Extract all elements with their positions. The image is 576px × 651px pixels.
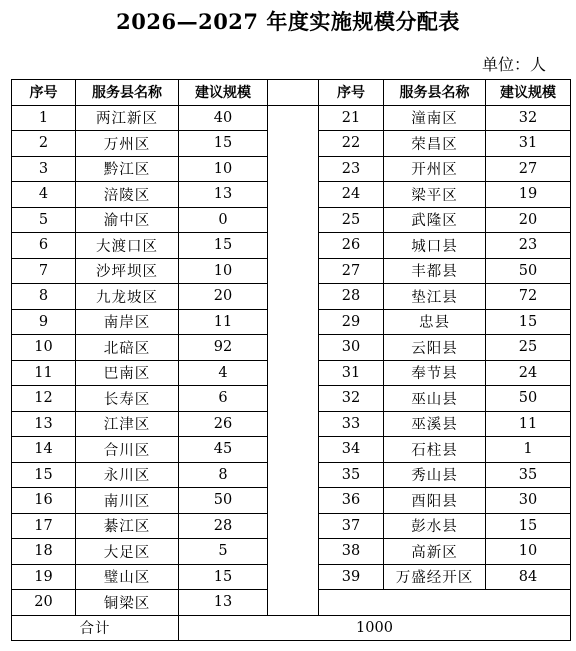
table-row: [12, 386, 571, 412]
table-row: [12, 539, 571, 565]
scale-cell: 35: [486, 462, 571, 488]
county-cell: 万盛经开区: [384, 564, 486, 590]
scale-cell: 20: [486, 207, 571, 233]
seq-cell: 2: [12, 131, 76, 157]
column-gap: [268, 488, 319, 514]
table-row: [12, 437, 571, 463]
seq-cell: 34: [319, 437, 384, 463]
table-row: [12, 411, 571, 437]
seq-cell: 13: [12, 411, 76, 437]
scale-cell: 19: [486, 182, 571, 208]
seq-cell: 30: [319, 335, 384, 361]
scale-cell: 15: [486, 309, 571, 335]
county-cell: 大渡口区: [76, 233, 179, 259]
scale-cell: 15: [179, 131, 268, 157]
column-gap: [268, 284, 319, 310]
header-row: [12, 80, 571, 106]
column-gap: [268, 437, 319, 463]
header-scale-left: 建议规模: [179, 80, 268, 106]
scale-cell: 27: [486, 156, 571, 182]
county-cell: 忠县: [384, 309, 486, 335]
scale-cell: 13: [179, 182, 268, 208]
scale-cell: 45: [179, 437, 268, 463]
county-cell: 江津区: [76, 411, 179, 437]
column-gap: [268, 462, 319, 488]
table-row: [12, 131, 571, 157]
scale-cell: 8: [179, 462, 268, 488]
header-seq-right: 序号: [319, 80, 384, 106]
column-gap: [268, 360, 319, 386]
column-gap: [268, 80, 319, 106]
column-gap: [268, 309, 319, 335]
county-cell: 永川区: [76, 462, 179, 488]
column-gap: [268, 207, 319, 233]
county-cell: 巴南区: [76, 360, 179, 386]
column-gap: [268, 564, 319, 590]
scale-cell: 15: [486, 513, 571, 539]
column-gap: [268, 156, 319, 182]
scale-cell: 31: [486, 131, 571, 157]
table-row: [12, 564, 571, 590]
seq-cell: 18: [12, 539, 76, 565]
total-value: 1000: [179, 615, 571, 641]
scale-cell: 50: [179, 488, 268, 514]
seq-cell: 26: [319, 233, 384, 259]
column-gap: [268, 131, 319, 157]
total-row: [12, 615, 571, 641]
county-cell: 酉阳县: [384, 488, 486, 514]
scale-cell: 40: [179, 105, 268, 131]
county-cell: 大足区: [76, 539, 179, 565]
scale-cell: 6: [179, 386, 268, 412]
column-gap: [268, 258, 319, 284]
county-cell: 武隆区: [384, 207, 486, 233]
scale-cell: 28: [179, 513, 268, 539]
header-county-left: 服务县名称: [76, 80, 179, 106]
seq-cell: 27: [319, 258, 384, 284]
seq-cell: 12: [12, 386, 76, 412]
page-title: 2026—2027 年度实施规模分配表: [116, 9, 460, 34]
table-row: [12, 335, 571, 361]
scale-cell: 30: [486, 488, 571, 514]
scale-cell: 25: [486, 335, 571, 361]
county-cell: 奉节县: [384, 360, 486, 386]
county-cell: 南岸区: [76, 309, 179, 335]
seq-cell: 29: [319, 309, 384, 335]
county-cell: 九龙坡区: [76, 284, 179, 310]
seq-cell: 39: [319, 564, 384, 590]
scale-cell: 50: [486, 386, 571, 412]
county-cell: 黔江区: [76, 156, 179, 182]
scale-cell: 24: [486, 360, 571, 386]
county-cell: 秀山县: [384, 462, 486, 488]
table-row: [12, 258, 571, 284]
seq-cell: 5: [12, 207, 76, 233]
table-row: [12, 182, 571, 208]
seq-cell: 16: [12, 488, 76, 514]
column-gap: [268, 411, 319, 437]
header-seq-left: 序号: [12, 80, 76, 106]
seq-cell: 22: [319, 131, 384, 157]
county-cell: 涪陵区: [76, 182, 179, 208]
county-cell: 云阳县: [384, 335, 486, 361]
column-gap: [268, 233, 319, 259]
scale-cell: 92: [179, 335, 268, 361]
seq-cell: 9: [12, 309, 76, 335]
column-gap: [268, 335, 319, 361]
table-row: [12, 513, 571, 539]
county-cell: 两江新区: [76, 105, 179, 131]
seq-cell: 4: [12, 182, 76, 208]
county-cell: 长寿区: [76, 386, 179, 412]
county-cell: 南川区: [76, 488, 179, 514]
county-cell: 梁平区: [384, 182, 486, 208]
seq-cell: 25: [319, 207, 384, 233]
empty-cell: [319, 590, 571, 616]
seq-cell: 35: [319, 462, 384, 488]
county-cell: 城口县: [384, 233, 486, 259]
table-row: [12, 233, 571, 259]
county-cell: 北碚区: [76, 335, 179, 361]
table-row: [12, 309, 571, 335]
seq-cell: 33: [319, 411, 384, 437]
county-cell: 垫江县: [384, 284, 486, 310]
column-gap: [268, 590, 319, 616]
seq-cell: 36: [319, 488, 384, 514]
seq-cell: 37: [319, 513, 384, 539]
header-county-right: 服务县名称: [384, 80, 486, 106]
seq-cell: 32: [319, 386, 384, 412]
scale-cell: 10: [179, 156, 268, 182]
county-cell: 沙坪坝区: [76, 258, 179, 284]
column-gap: [268, 105, 319, 131]
seq-cell: 17: [12, 513, 76, 539]
table-row: [12, 462, 571, 488]
table-row: [12, 207, 571, 233]
column-gap: [268, 386, 319, 412]
county-cell: 彭水县: [384, 513, 486, 539]
seq-cell: 20: [12, 590, 76, 616]
seq-cell: 11: [12, 360, 76, 386]
table-row: [12, 590, 571, 616]
seq-cell: 38: [319, 539, 384, 565]
scale-cell: 13: [179, 590, 268, 616]
table-row: [12, 156, 571, 182]
county-cell: 潼南区: [384, 105, 486, 131]
seq-cell: 24: [319, 182, 384, 208]
county-cell: 石柱县: [384, 437, 486, 463]
county-cell: 合川区: [76, 437, 179, 463]
county-cell: 璧山区: [76, 564, 179, 590]
table-row: [12, 360, 571, 386]
county-cell: 高新区: [384, 539, 486, 565]
table-row: [12, 105, 571, 131]
county-cell: 巫溪县: [384, 411, 486, 437]
column-gap: [268, 182, 319, 208]
seq-cell: 10: [12, 335, 76, 361]
scale-cell: 15: [179, 564, 268, 590]
scale-cell: 15: [179, 233, 268, 259]
scale-cell: 32: [486, 105, 571, 131]
scale-cell: 5: [179, 539, 268, 565]
county-cell: 开州区: [384, 156, 486, 182]
county-cell: 万州区: [76, 131, 179, 157]
seq-cell: 31: [319, 360, 384, 386]
seq-cell: 28: [319, 284, 384, 310]
scale-cell: 1: [486, 437, 571, 463]
column-gap: [268, 539, 319, 565]
scale-cell: 11: [486, 411, 571, 437]
seq-cell: 6: [12, 233, 76, 259]
scale-cell: 10: [179, 258, 268, 284]
county-cell: 渝中区: [76, 207, 179, 233]
scale-cell: 0: [179, 207, 268, 233]
seq-cell: 19: [12, 564, 76, 590]
scale-cell: 50: [486, 258, 571, 284]
seq-cell: 14: [12, 437, 76, 463]
seq-cell: 3: [12, 156, 76, 182]
seq-cell: 15: [12, 462, 76, 488]
scale-cell: 11: [179, 309, 268, 335]
unit-label: 单位：人: [481, 55, 546, 74]
county-cell: 荣昌区: [384, 131, 486, 157]
scale-cell: 20: [179, 284, 268, 310]
table-row: [12, 488, 571, 514]
column-gap: [268, 513, 319, 539]
scale-cell: 10: [486, 539, 571, 565]
table-row: [12, 284, 571, 310]
seq-cell: 1: [12, 105, 76, 131]
scale-cell: 84: [486, 564, 571, 590]
header-scale-right: 建议规模: [486, 80, 571, 106]
scale-cell: 26: [179, 411, 268, 437]
seq-cell: 7: [12, 258, 76, 284]
county-cell: 铜梁区: [76, 590, 179, 616]
total-label: 合计: [12, 615, 179, 641]
seq-cell: 21: [319, 105, 384, 131]
county-cell: 巫山县: [384, 386, 486, 412]
county-cell: 丰都县: [384, 258, 486, 284]
scale-cell: 23: [486, 233, 571, 259]
county-cell: 綦江区: [76, 513, 179, 539]
scale-cell: 4: [179, 360, 268, 386]
seq-cell: 23: [319, 156, 384, 182]
scale-cell: 72: [486, 284, 571, 310]
seq-cell: 8: [12, 284, 76, 310]
allocation-table: [11, 79, 571, 641]
